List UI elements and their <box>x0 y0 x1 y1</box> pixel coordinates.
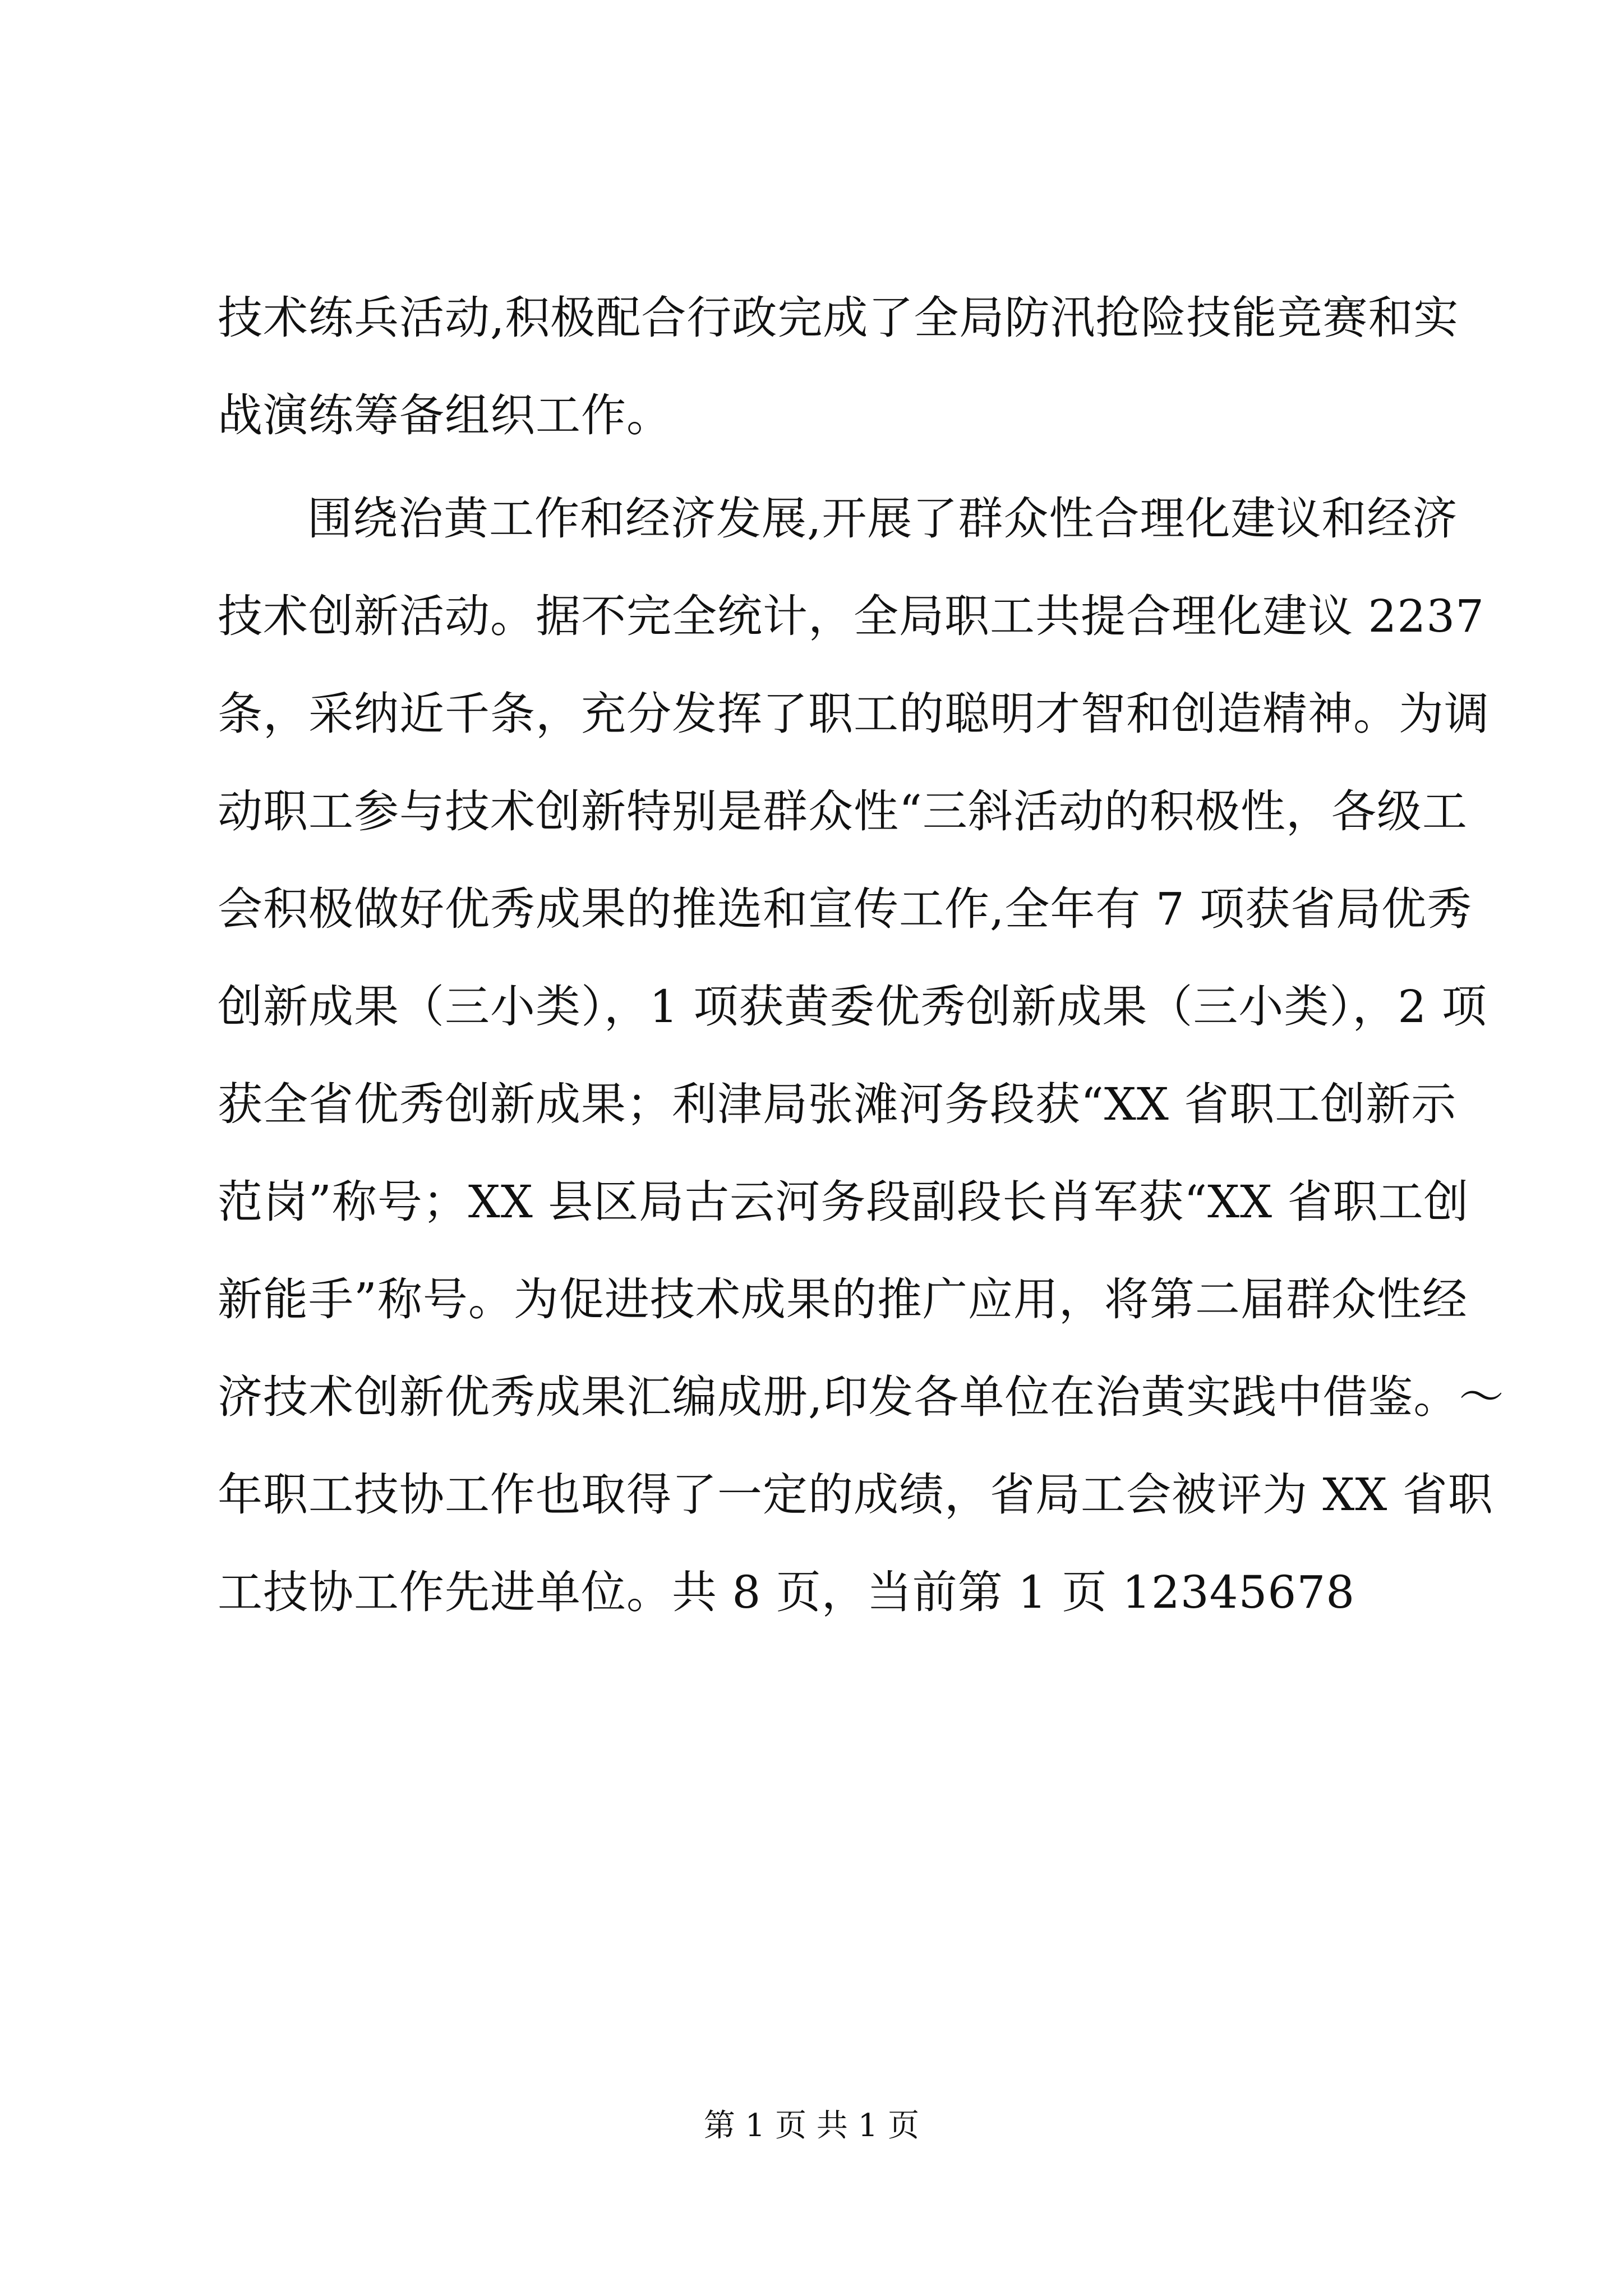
paragraph-line: 技术练兵活动,积极配合行政完成了全局防汛抢险技能竞赛和实 <box>218 292 1459 344</box>
paragraph-line: 战演练筹备组织工作。 <box>218 389 672 441</box>
paragraph-line: 获全省优秀创新成果；利津局张滩河务段获“XX 省职工创新示 <box>218 1078 1457 1130</box>
paragraph-line: 围绕治黄工作和经济发展,开展了群众性合理化建议和经济 <box>307 493 1458 545</box>
paragraph-line: 新能手”称号。为促进技术成果的推广应用，将第二届群众性经 <box>218 1273 1468 1326</box>
document-body <box>218 269 1505 1641</box>
page-footer: 第 1 页 共 1 页 <box>703 2108 920 2144</box>
paragraph-line: 会积极做好优秀成果的推选和宣传工作,全年有 7 项获省局优秀 <box>218 883 1473 935</box>
paragraph-line: 动职工参与技术创新特别是群众性“三斜活动的积极性，各级工 <box>218 785 1468 838</box>
paragraph-line: 技术创新活动。据不完全统计，全局职工共提合理化建议 2237 <box>218 590 1485 642</box>
paragraph-line: 创新成果（三小类），1 项获黄委优秀创新成果（三小类），2 项 <box>218 981 1487 1033</box>
paragraph-line: 济技术创新优秀成果汇编成册,印发各单位在治黄实践中借鉴。～ <box>218 1371 1505 1423</box>
paragraph-2 <box>218 470 1505 1641</box>
paragraph-line: 范岗”称号；XX 县区局古云河务段副段长肖军获“XX 省职工创 <box>218 1176 1469 1228</box>
paragraph-1 <box>218 269 1459 464</box>
paragraph-line: 工技协工作先进单位。共 8 页，当前第 1 页 12345678 <box>218 1566 1355 1618</box>
paragraph-line: 年职工技协工作也取得了一定的成绩，省局工会被评为 XX 省职 <box>218 1469 1493 1521</box>
paragraph-line: 条，采纳近千条，充分发挥了职工的聪明才智和创造精神。为调 <box>218 688 1490 740</box>
